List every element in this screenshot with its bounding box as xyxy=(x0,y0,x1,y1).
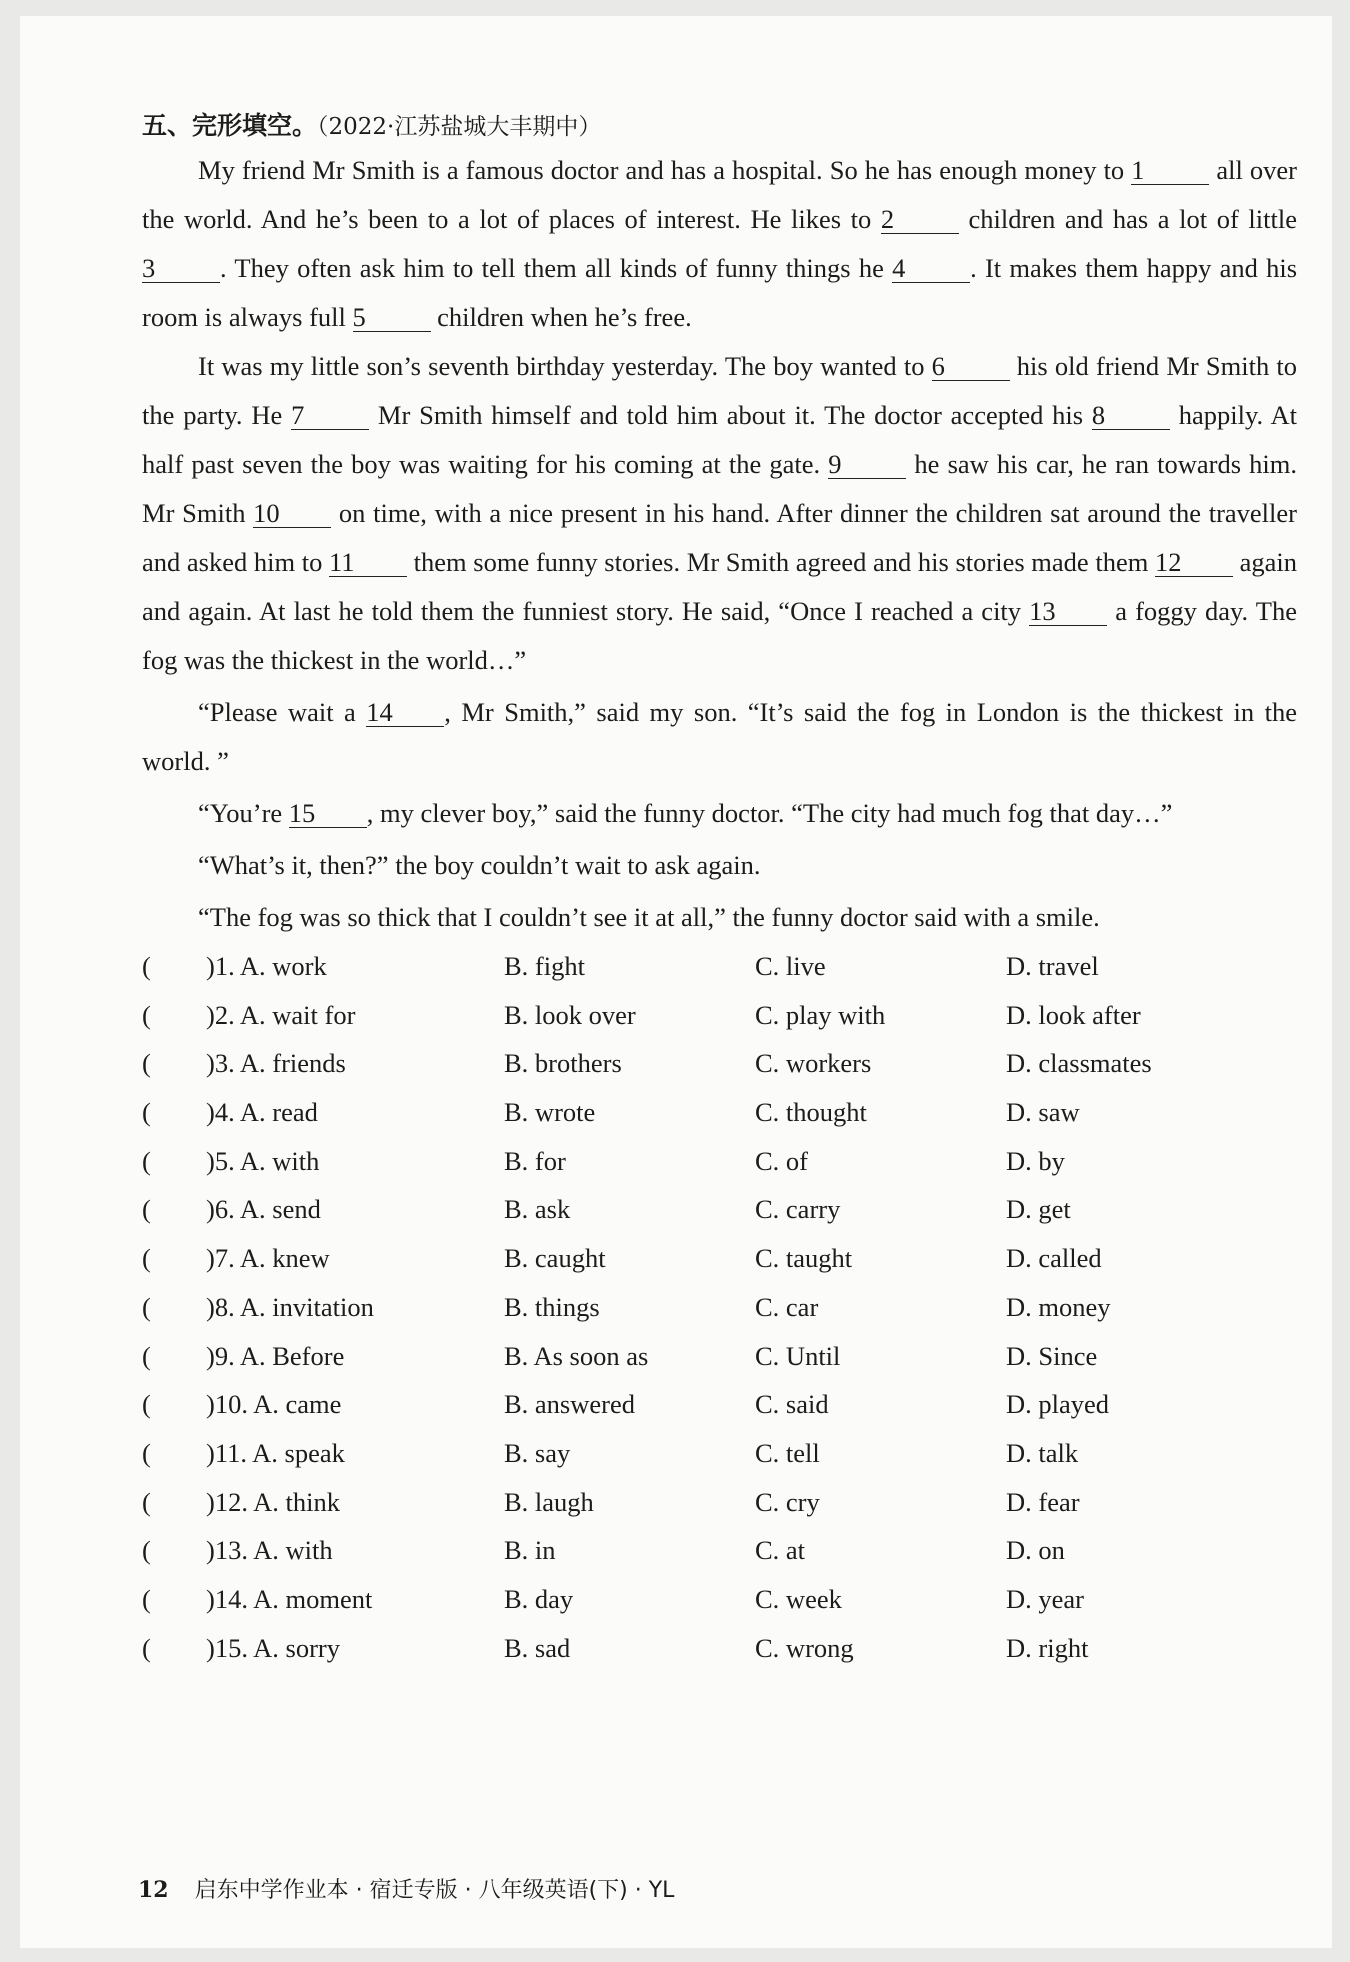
option-b: B. As soon as xyxy=(504,1340,649,1371)
passage-text: he saw his car, he ran towards him. Mr Smith xyxy=(142,449,1297,528)
answer-paren[interactable]: ( xyxy=(142,1632,151,1663)
answer-blank[interactable]: 11 xyxy=(329,548,407,577)
answer-paren[interactable]: ( xyxy=(142,1340,151,1371)
option-a: )14. A. moment xyxy=(206,1583,373,1614)
passage-text: children and has a lot of little xyxy=(958,204,1297,234)
question-row xyxy=(142,1137,1297,1186)
answer-blank[interactable]: 10 xyxy=(253,499,331,528)
passage-text: My friend Mr Smith is a famous doctor and has a hospital. So he has enough money to xyxy=(198,155,1132,185)
answer-blank[interactable]: 3 xyxy=(142,254,220,283)
passage-text: Mr Smith himself and told him about it. The doctor accepted his xyxy=(369,400,1092,430)
passage-text: happily. At half past seven the boy was waiting for his coming at the gate. xyxy=(142,400,1297,479)
option-a: )6. A. send xyxy=(206,1194,321,1225)
passage-paragraph xyxy=(142,688,1297,786)
option-d: D. year xyxy=(1006,1583,1084,1614)
option-a: )12. A. think xyxy=(206,1486,340,1517)
option-a: )7. A. knew xyxy=(206,1243,330,1274)
option-d: D. Since xyxy=(1006,1340,1098,1371)
option-b: B. caught xyxy=(504,1243,606,1274)
option-d: D. travel xyxy=(1006,951,1099,981)
passage-paragraph xyxy=(142,893,1297,942)
answer-paren[interactable]: ( xyxy=(142,1437,151,1468)
option-a: )8. A. invitation xyxy=(206,1291,374,1322)
section-source: （2022·江苏盐城大丰期中） xyxy=(317,114,602,140)
answer-paren[interactable]: ( xyxy=(142,1048,151,1079)
page-number: 12 xyxy=(138,1877,169,1903)
option-b: B. answered xyxy=(504,1389,635,1420)
answer-paren[interactable]: ( xyxy=(142,1243,151,1274)
section-heading xyxy=(142,106,1297,146)
passage-text: on time, with a nice present in his hand. After dinner the children sat around the traveller and asked him to xyxy=(142,498,1297,577)
question-row xyxy=(142,1234,1297,1283)
page-footer xyxy=(138,1872,674,1908)
question-row xyxy=(142,1039,1297,1088)
question-row xyxy=(142,942,1297,991)
option-a: )5. A. with xyxy=(206,1145,320,1176)
passage-text: them some funny stories. Mr Smith agreed and his stories made them xyxy=(407,547,1155,577)
question-row xyxy=(142,1624,1297,1673)
question-row xyxy=(142,1380,1297,1429)
question-row xyxy=(142,991,1297,1040)
answer-blank[interactable]: 12 xyxy=(1155,548,1233,577)
answer-paren[interactable]: ( xyxy=(142,999,151,1030)
option-a: )4. A. read xyxy=(206,1097,318,1128)
option-c: C. live xyxy=(755,951,826,981)
option-d: D. money xyxy=(1006,1291,1111,1322)
answer-blank[interactable]: 15 xyxy=(289,799,367,828)
passage-paragraph xyxy=(142,841,1297,890)
option-b: B. day xyxy=(504,1583,574,1614)
option-d: D. classmates xyxy=(1006,1048,1152,1079)
answer-paren[interactable]: ( xyxy=(142,951,151,981)
option-b: B. look over xyxy=(504,999,636,1030)
option-c: C. thought xyxy=(755,1097,867,1128)
option-c: C. wrong xyxy=(755,1632,854,1663)
cloze-passage xyxy=(142,146,1297,942)
option-c: C. at xyxy=(755,1535,806,1566)
option-d: D. played xyxy=(1006,1389,1110,1420)
option-b: B. ask xyxy=(504,1194,571,1225)
passage-text: , Mr Smith,” said my son. “It’s said the fog in London is the thickest in the world. ” xyxy=(142,697,1297,776)
option-d: D. fear xyxy=(1006,1486,1080,1517)
passage-paragraph xyxy=(142,146,1297,342)
answer-paren[interactable]: ( xyxy=(142,1583,151,1614)
option-c: C. Until xyxy=(755,1340,841,1371)
question-row xyxy=(142,1283,1297,1332)
passage-text: , my clever boy,” said the funny doctor. “The city had much fog that day…” xyxy=(366,798,1173,828)
answer-paren[interactable]: ( xyxy=(142,1486,151,1517)
question-row xyxy=(142,1332,1297,1381)
option-c: C. said xyxy=(755,1389,829,1420)
content xyxy=(142,106,1297,1672)
options-list xyxy=(142,942,1297,1672)
option-a: )10. A. came xyxy=(206,1389,342,1420)
option-b: B. for xyxy=(504,1145,566,1176)
option-b: B. brothers xyxy=(504,1048,622,1079)
question-row xyxy=(142,1478,1297,1527)
option-d: D. get xyxy=(1006,1194,1071,1225)
passage-text: a foggy day. The fog was the thickest in the world…” xyxy=(142,596,1297,675)
option-b: B. wrote xyxy=(504,1097,596,1128)
question-row xyxy=(142,1429,1297,1478)
option-d: D. right xyxy=(1006,1632,1089,1663)
question-row xyxy=(142,1575,1297,1624)
option-c: C. workers xyxy=(755,1048,872,1079)
option-b: B. sad xyxy=(504,1632,571,1663)
footer-text: 启东中学作业本 · 宿迁专版 · 八年级英语(下) · YL xyxy=(194,1878,675,1903)
option-a: )15. A. sorry xyxy=(206,1632,340,1663)
option-c: C. play with xyxy=(755,999,886,1030)
passage-paragraph xyxy=(142,342,1297,685)
passage-text: all over the world. And he’s been to a lot of places of interest. He likes to xyxy=(142,155,1297,234)
question-row xyxy=(142,1185,1297,1234)
option-d: D. by xyxy=(1006,1145,1065,1176)
option-c: C. carry xyxy=(755,1194,841,1225)
answer-paren[interactable]: ( xyxy=(142,1291,151,1322)
option-d: D. talk xyxy=(1006,1437,1079,1468)
option-a: )1. A. work xyxy=(206,951,327,981)
question-row xyxy=(142,1088,1297,1137)
answer-blank[interactable]: 2 xyxy=(881,205,959,234)
option-c: C. of xyxy=(755,1145,808,1176)
option-b: B. in xyxy=(504,1535,556,1566)
passage-text: “Please wait a xyxy=(198,697,367,727)
option-c: C. car xyxy=(755,1291,819,1322)
option-a: )3. A. friends xyxy=(206,1048,346,1079)
option-c: C. taught xyxy=(755,1243,853,1274)
passage-text: It was my little son’s seventh birthday yesterday. The boy wanted to xyxy=(198,351,932,381)
answer-paren[interactable]: ( xyxy=(142,1194,151,1225)
passage-text: . It makes them happy and his room is always full xyxy=(142,253,1298,332)
option-d: D. look after xyxy=(1006,999,1141,1030)
passage-text: his old friend Mr Smith to the party. He xyxy=(142,351,1298,430)
option-b: B. things xyxy=(504,1291,600,1322)
option-a: )13. A. with xyxy=(206,1535,333,1566)
option-a: )2. A. wait for xyxy=(206,999,356,1030)
option-b: B. say xyxy=(504,1437,571,1468)
option-d: D. saw xyxy=(1006,1097,1080,1128)
passage-text: again and again. At last he told them the funniest story. He said, “Once I reached a city xyxy=(142,547,1297,626)
answer-blank[interactable]: 5 xyxy=(353,303,431,332)
option-d: D. on xyxy=(1006,1535,1065,1566)
answer-paren[interactable]: ( xyxy=(142,1535,151,1566)
answer-paren[interactable]: ( xyxy=(142,1097,151,1128)
option-b: B. fight xyxy=(504,951,585,981)
answer-blank[interactable]: 6 xyxy=(932,352,1010,381)
passage-text: “You’re xyxy=(198,798,289,828)
answer-blank[interactable]: 13 xyxy=(1029,597,1107,626)
passage-text: children when he’s free. xyxy=(430,302,692,332)
passage-paragraph xyxy=(142,789,1297,838)
option-a: )9. A. Before xyxy=(206,1340,345,1371)
passage-text: “What’s it, then?” the boy couldn’t wait to ask again. xyxy=(198,850,761,880)
page xyxy=(20,16,1332,1948)
answer-blank[interactable]: 9 xyxy=(828,450,906,479)
option-a: )11. A. speak xyxy=(206,1437,345,1468)
question-row xyxy=(142,1526,1297,1575)
answer-paren[interactable]: ( xyxy=(142,1389,151,1420)
answer-blank[interactable]: 7 xyxy=(291,401,369,430)
answer-blank[interactable]: 8 xyxy=(1092,401,1170,430)
option-c: C. week xyxy=(755,1583,842,1614)
passage-text: “The fog was so thick that I couldn’t see it at all,” the funny doctor said with a smile. xyxy=(198,902,1100,932)
answer-blank[interactable]: 4 xyxy=(892,254,970,283)
option-b: B. laugh xyxy=(504,1486,594,1517)
option-c: C. cry xyxy=(755,1486,820,1517)
option-c: C. tell xyxy=(755,1437,820,1468)
answer-paren[interactable]: ( xyxy=(142,1145,151,1176)
option-d: D. called xyxy=(1006,1243,1102,1274)
answer-blank[interactable]: 1 xyxy=(1131,156,1209,185)
passage-text: . They often ask him to tell them all kinds of funny things he xyxy=(220,253,893,283)
section-label: 五、完形填空。 xyxy=(142,111,318,140)
answer-blank[interactable]: 14 xyxy=(366,698,444,727)
